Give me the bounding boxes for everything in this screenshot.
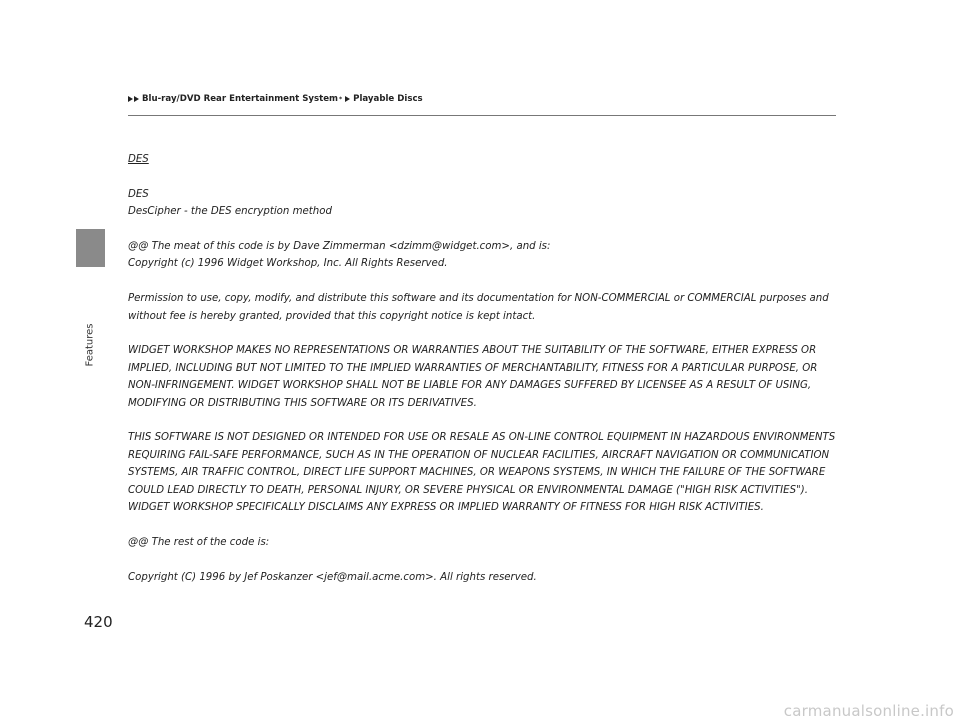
license-text [128,151,836,603]
paragraph: THIS SOFTWARE IS NOT DESIGNED OR INTENDED FOR USE OR RESALE AS ON-LINE CONTROL EQUIPMENT IN HAZARDOUS ENVIRONMENTS REQUIRING FAIL-SAFE PERFORMANCE, SUCH AS IN THE OPERATION OF NUCLEAR FACILITIES, AIRCRAFT NAVIGATION OR COMMUNICATION SYSTEMS, AIR TRAFFIC CONTROL, DIRECT LIFE SUPPORT MACHINES, OR WEAPONS SYSTEMS, IN WHICH THE FAILURE OF THE SOFTWARE COULD LEAD DIRECTLY TO DEATH, PERSONAL INJURY, OR SEVERE PHYSICAL OR ENVIRONMENTAL DAMAGE ("HIGH RISK ACTIVITIES"). WIDGET WORKSHOP SPECIFICALLY DISCLAIMS ANY EXPRESS OR IMPLIED WARRANTY OF FITNESS FOR HIGH RISK ACTIVITIES. [128,432,836,514]
breadcrumb [128,94,423,104]
footnote-marker: * [339,95,343,103]
section-heading-link[interactable] [128,151,836,168]
paragraph: @@ The meat of this code is by Dave Zimmerman <dzimm@widget.com>, and is: [128,241,551,252]
paragraph: WIDGET WORKSHOP MAKES NO REPRESENTATIONS OR WARRANTIES ABOUT THE SUITABILITY OF THE SOFTWARE, EITHER EXPRESS OR IMPLIED, INCLUDING BUT NOT LIMITED TO THE IMPLIED WARRANTIES OF MERCHANTABILITY, FITNESS FOR A PARTICULAR PURPOSE, OR NON-INFRINGEMENT. WIDGET WORKSHOP SHALL NOT BE LIABLE FOR ANY DAMAGES SUFFERED BY LICENSEE AS A RESULT OF USING, MODIFYING OR DISTRIBUTING THIS SOFTWARE OR ITS DERIVATIVES. [128,345,818,409]
paragraph: DesCipher - the DES encryption method [128,206,332,218]
section-tab-marker [76,229,105,267]
page-number: 420 [84,613,113,631]
section-label [82,310,98,380]
paragraph: Copyright (c) 1996 Widget Workshop, Inc. All Rights Reserved. [128,258,448,270]
paragraph: Permission to use, copy, modify, and distribute this software and its documentation for NON-COMMERCIAL or COMMERCIAL purposes and without fee is hereby granted, provided that this copyright notice is kept intact. [128,293,829,322]
breadcrumb-arrow-icon [128,96,133,102]
breadcrumb-arrow-icon [134,96,139,102]
header-divider [128,115,836,116]
paragraph: @@ The rest of the code is: [128,536,270,548]
watermark: carmanualsonline.info [783,702,954,720]
breadcrumb-arrow-icon [345,96,350,102]
paragraph: DES [128,188,149,200]
breadcrumb-item-system[interactable]: Blu-ray/DVD Rear Entertainment System [142,94,339,104]
section-label-text: Features [84,323,96,367]
section-heading-link-text[interactable]: DES [128,154,149,165]
breadcrumb-item-playable-discs[interactable]: Playable Discs [353,94,423,104]
paragraph: Copyright (C) 1996 by Jef Poskanzer <jef@mail.acme.com>. All rights reserved. [128,571,537,583]
